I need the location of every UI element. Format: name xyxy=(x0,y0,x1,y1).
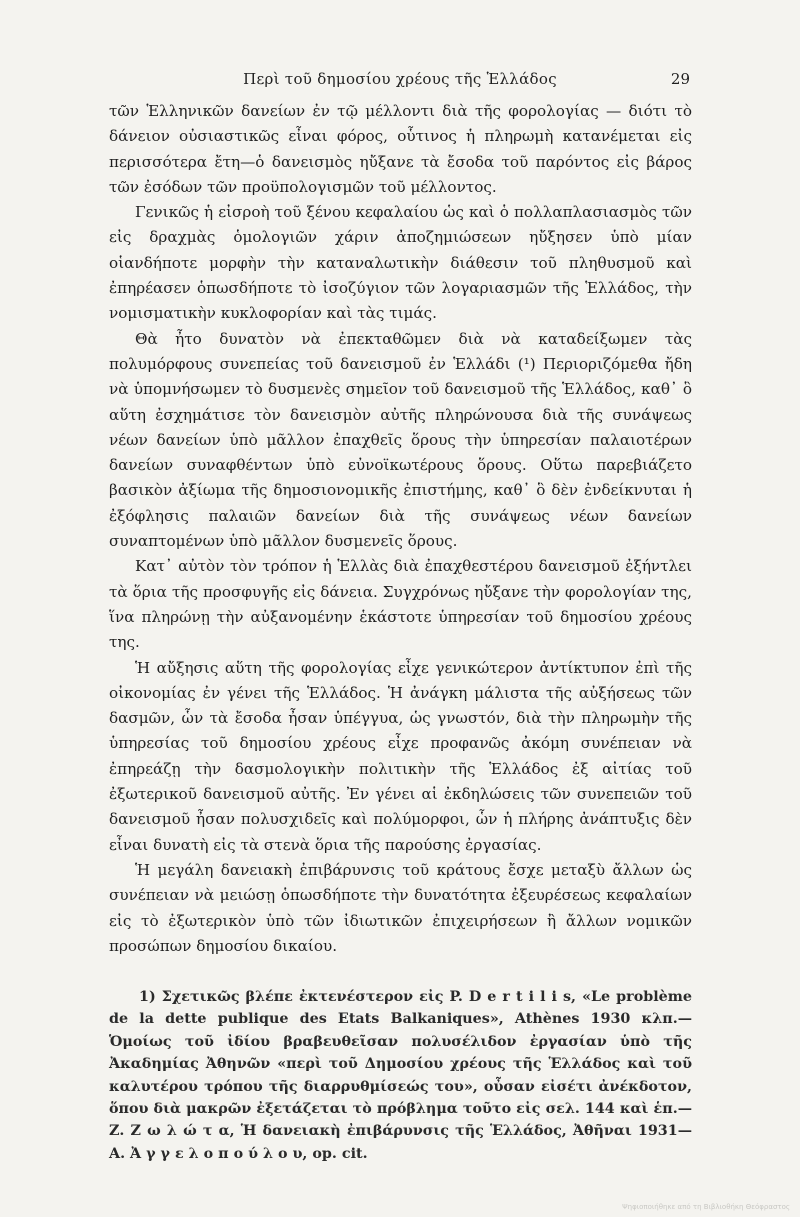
paragraph-1: τῶν Ἑλληνικῶν δανείων ἐν τῷ μέλλοντι διὰ τῆς φορολογίας — διότι τὸ δάνειον οὐσιαστικῶς εἶναι φόρος, οὗτινος ἡ πληρωμὴ κατανέμεται εἰς περισσότερα ἔτη—ὁ δανεισμὸς ηὔξανε τὰ ἔσοδα τοῦ παρόντος εἰς βάρος τῶν ἐσόδων τῶν προϋπολογισμῶν τοῦ μέλλοντος. xyxy=(109,102,692,196)
footnote-1: 1) Σχετικῶς βλέπε ἐκτενέστερον εἰς P. D e r t i l i s, «Le problème de la dette publique des Etats Balkaniques», Athènes 1930 κλπ.—Ὁμοίως τοῦ ἰδίου βραβευθεῖσαν πολυσέλιδον ἐργασίαν ὑπὸ τῆς Ἀκαδημίας Ἀθηνῶν «περὶ τοῦ Δημοσίου χρέους τῆς Ἑλλάδος καὶ τοῦ καλυτέρου τρόπου τῆς διαρρυθμίσεώς του», οὖσαν εἰσέτι ἀνέκδοτον, ὅπου διὰ μακρῶν ἐξετάζεται τὸ πρόβλημα τοῦτο εἰς σελ. 144 καὶ ἑπ.—Ζ. Ζ ω λ ώ τ α, Ἡ δανειακὴ ἐπιβάρυνσις τῆς Ἑλλάδος, Ἀθῆναι 1931— Α. Ἀ γ γ ε λ ο π ο ύ λ ο υ, op. cit. xyxy=(109,989,692,1162)
paragraph-4: Κατ᾽ αὐτὸν τὸν τρόπον ἡ Ἑλλὰς διὰ ἐπαχθεστέρου δανεισμοῦ ἐξήντλει τὰ ὅρια τῆς προσφυγῆς εἰς δάνεια. Συγχρόνως ηὔξανε τὴν φορολογίαν της, ἵνα πληρώνῃ τὴν αὐξανομένην ἑκάστοτε ὑπηρεσίαν τοῦ δημοσίου χρέους της. xyxy=(109,557,692,652)
running-head: Περὶ τοῦ δημοσίου χρέους τῆς Ἑλλάδος xyxy=(243,70,557,88)
paragraph-5: Ἡ αὔξησις αὕτη τῆς φορολογίας εἶχε γενικώτερον ἀντίκτυπον ἐπὶ τῆς οἰκονομίας ἐν γένει τῆς Ἑλλάδος. Ἡ ἀνάγκη μάλιστα τῆς αὐξήσεως τῶν δασμῶν, ὧν τὰ ἔσοδα ἦσαν ὑπέγγυα, ὡς γνωστόν, διὰ τὴν πληρωμὴν τῆς ὑπηρεσίας τοῦ δημοσίου χρέους εἶχε προφανῶς ἀκόμη συνέπειαν νὰ ἐπηρεάζῃ τὴν δασμολογικὴν πολιτικὴν τῆς Ἑλλάδος ἐξ αἰτίας τοῦ ἐξωτερικοῦ δανεισμοῦ αὐτῆς. Ἐν γένει αἱ ἐκδηλώσεις τῶν συνεπειῶν τοῦ δανεισμοῦ ἦσαν πολυσχιδεῖς καὶ πολύμορφοι, ὧν ἡ πλήρης ἀνάπτυξις δὲν εἶναι δυνατὴ εἰς τὰ στενὰ ὅρια τῆς παρούσης ἐργασίας. xyxy=(109,658,692,854)
digitization-watermark: Ψηφιοποιήθηκε από τη Βιβλιοθήκη Θεόφραστος xyxy=(622,1203,790,1211)
paragraph-6: Ἡ μεγάλη δανειακὴ ἐπιβάρυνσις τοῦ κράτους ἔσχε μεταξὺ ἄλλων ὡς συνέπειαν νὰ μειώσῃ ὁπωσδήποτε τὴν δυνατότητα ἐξευρέσεως κεφαλαίων εἰς τὸ ἐξωτερικὸν ὑπὸ τῶν ἰδιωτικῶν ἐπιχειρήσεων ἢ ἄλλων νομικῶν προσώπων δημοσίου δικαίου. xyxy=(109,860,692,955)
paragraph-3: Θὰ ἦτο δυνατὸν νὰ ἐπεκταθῶμεν διὰ νὰ καταδείξωμεν τὰς πολυμόρφους συνεπείας τοῦ δανεισμοῦ ἐν Ἑλλάδι (¹) Περιοριζόμεθα ἤδη νὰ ὑπομνήσωμεν τὸ δυσμενὲς σημεῖον τοῦ δανεισμοῦ τῆς Ἑλλάδος, καθ᾽ ὃ αὕτη ἐσχημάτισε τὸν δανεισμὸν αὐτῆς πληρώνουσα διὰ τῆς συνάψεως νέων δανείων ὑπὸ μᾶλλον ἐπαχθεῖς ὅρους τὴν ὑπηρεσίαν παλαιοτέρων δανείων συναφθέντων ὑπὸ εὐνοϊκωτέρους ὅρους. Οὕτω παρεβιάζετο βασικὸν ἀξίωμα τῆς δημοσιονομικῆς ἐπιστήμης, καθ᾽ ὃ δὲν ἐνδείκνυται ἡ ἐξόφλησις παλαιῶν δανείων διὰ τῆς συνάψεως νέων δανείων συναπτομένων ὑπὸ μᾶλλον δυσμενεῖς ὅρους. xyxy=(109,329,692,551)
page-number: 29 xyxy=(670,70,690,88)
footnotes xyxy=(109,986,692,1165)
body-text xyxy=(109,99,692,959)
paragraph-2: Γενικῶς ἡ εἰσροὴ τοῦ ξένου κεφαλαίου ὡς καὶ ὁ πολλαπλασιασμὸς τῶν εἰς δραχμὰς ὁμολογιῶν χάριν ἀποζημιώσεων ηὔξησεν ὑπὸ μίαν οἱανδήποτε μορφὴν τὴν καταναλωτικὴν διάθεσιν τοῦ πληθυσμοῦ καὶ ἐπηρέασεν ὁπωσδήποτε τὸ ἰσοζύγιον τῶν λογαριασμῶν τῆς Ἑλλάδος, τὴν νομισματικὴν κυκλοφορίαν καὶ τὰς τιμάς. xyxy=(109,203,692,323)
page-header xyxy=(110,70,690,92)
